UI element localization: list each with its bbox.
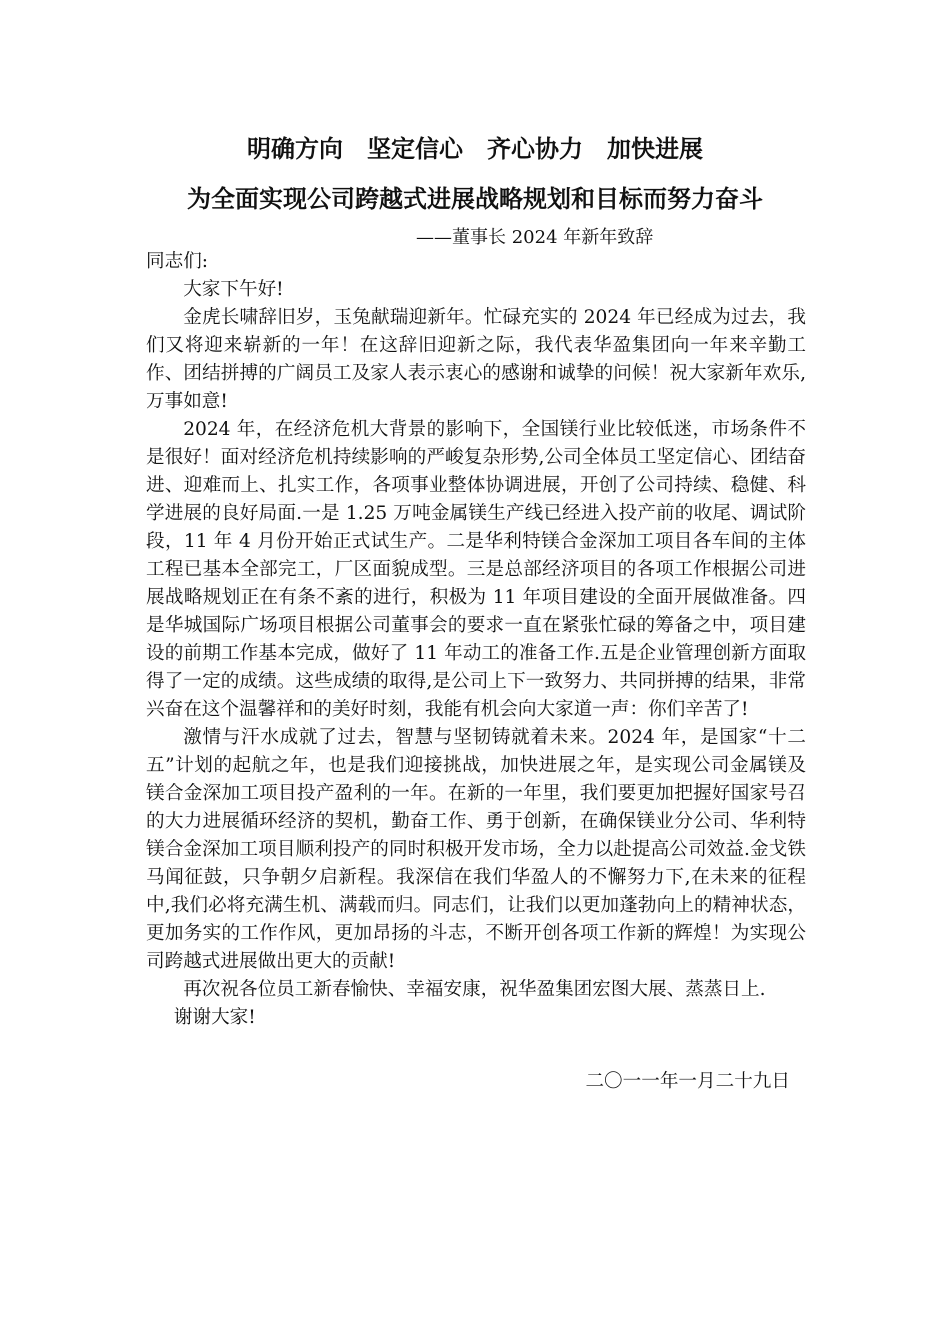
paragraph-greeting: 大家下午好! — [183, 279, 284, 300]
paragraph-thanks: 谢谢大家! — [173, 1007, 256, 1028]
paragraph-future: 激情与汗水成就了过去，智慧与坚韧铸就着未来。2024 年，是国家“十二五”计划的起航之年，也是我们迎接挑战，加快进展之年，是实现公司金属镁及镁合金深加工项目投产盈利的一年。在新的一年里，我们要更加把握好国家号召的大力进展循环经济的契机，勤奋工作、勇于创新，在确保镁业分公司、华利特镁合金深加工项目顺利投产的同时积极开发市场，全力以赴提高公司效益.金戈铁马闻征鼓，只争朝夕启新程。我深信在我们华盈人的不懈努力下,在未来的征程中,我们必将充满生机、满载而归。同志们，让我们以更加蓬勃向上的精神状态，更加务实的工作作风，更加昂扬的斗志，不断开创各项工作新的辉煌！为实现公司跨越式进展做出更大的贡献! — [146, 727, 806, 972]
paragraph-wishes: 再次祝各位员工新春愉快、幸福安康，祝华盈集团宏图大展、蒸蒸日上. — [183, 979, 766, 1000]
document-title: 明确方向 坚定信心 齐心协力 加快进展 — [247, 135, 703, 163]
salutation: 同志们: — [146, 251, 209, 272]
paragraph-new-year: 金虎长啸辞旧岁，玉兔献瑞迎新年。忙碌充实的 2024 年已经成为过去，我们又将迎来崭新的一年！在这辞旧迎新之际，我代表华盈集团向一年来辛勤工作、团结拼搏的广阔员工及家人表示衷心的感谢和诚挚的问候！祝大家新年欢乐,万事如意! — [146, 307, 806, 412]
letter-date: 二〇一一年一月二十九日 — [585, 1071, 790, 1092]
document-subtitle: 为全面实现公司跨越式进展战略规划和目标而努力奋斗 — [187, 185, 763, 213]
byline: ——董事长 2024 年新年致辞 — [416, 227, 654, 248]
paragraph-achievements: 2024 年，在经济危机大背景的影响下，全国镁行业比较低迷，市场条件不是很好！面对经济危机持续影响的严峻复杂形势,公司全体员工坚定信心、团结奋进、迎难而上、扎实工作，各项事业整体协调进展，开创了公司持续、稳健、科学进展的良好局面.一是 1.25 万吨金属镁生产线已经进入投产前的收尾、调试阶段，11 年 4 月份开始正式试生产。二是华利特镁合金深加工项目各车间的主体工程已基本全部完工，厂区面貌成型。三是总部经济项目的各项工作根据公司进展战略规划正在有条不紊的进行，积极为 11 年项目建设的全面开展做准备。四是华城国际广场项目根据公司董事会的要求一直在紧张忙碌的筹备之中，项目建设的前期工作基本完成，做好了 11 年动工的准备工作.五是企业管理创新方面取得了一定的成绩。这些成绩的取得,是公司上下一致努力、共同拼搏的结果，非常兴奋在这个温馨祥和的美好时刻，我能有机会向大家道一声：你们辛苦了! — [146, 419, 806, 720]
letter-body — [146, 248, 806, 1032]
